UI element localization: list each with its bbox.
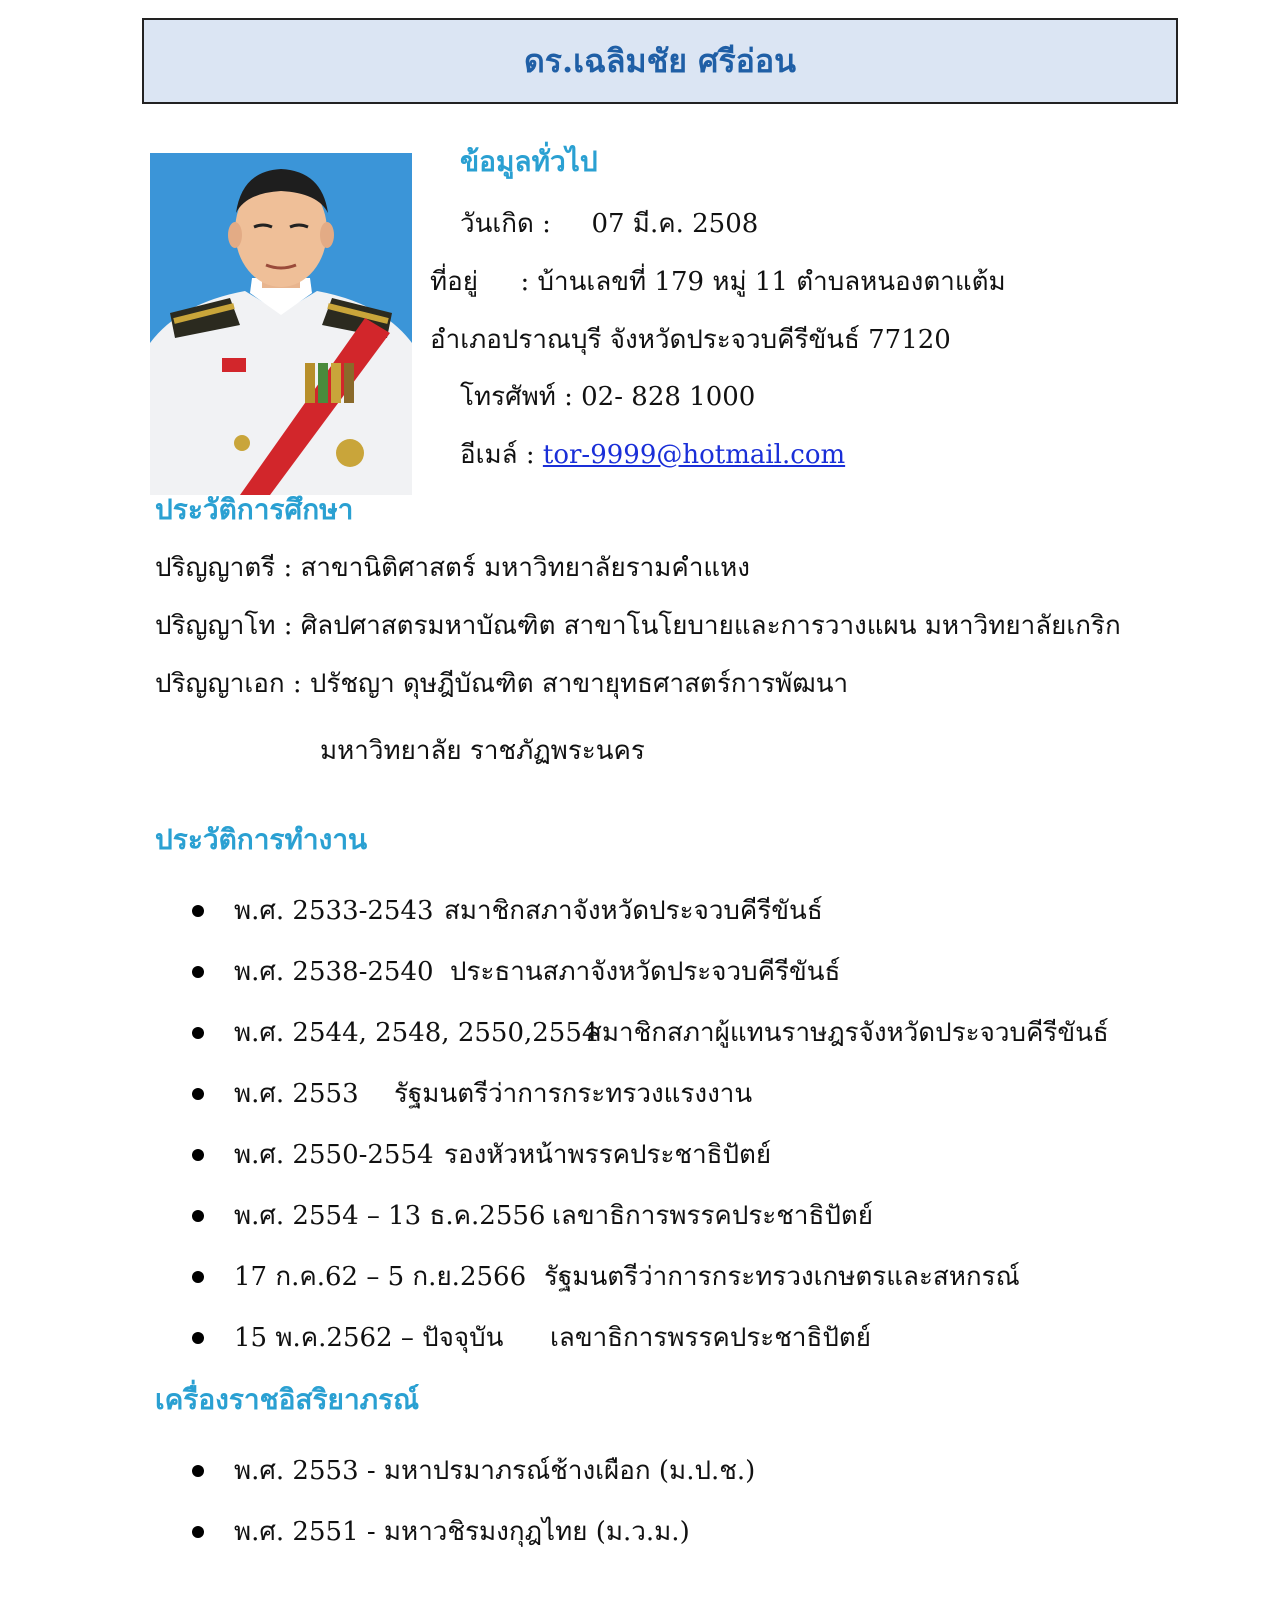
list-item [192,1185,1109,1246]
work-desc: ประธานสภาจังหวัดประจวบคีรีขันธ์ [450,957,841,987]
work-desc: รองหัวหน้าพรรคประชาธิปัตย์ [444,1140,772,1170]
education-heading: ประวัติการศึกษา [155,493,354,526]
list-item [192,1501,755,1562]
bullet-icon [192,1465,204,1477]
list-item [192,1440,755,1501]
portrait-illustration [150,153,412,495]
bullet-icon [192,1088,204,1100]
bullet-icon [192,1027,204,1039]
phone-line: โทรศัพท์ : 02- 828 1000 [460,382,756,412]
address-line-2: อำเภอปราณบุรี จังหวัดประจวบคีรีขันธ์ 77120 [430,325,951,355]
education-item: ปริญญาโท : ศิลปศาสตรมหาบัณฑิต สาขาโนโยบายและการวางแผน มหาวิทยาลัยเกริก [155,611,1121,641]
portrait-photo [150,153,412,495]
email-label: อีเมล์ : [460,440,535,470]
decorations-heading: เครื่องราชอิสริยาภรณ์ [155,1383,420,1416]
list-item [192,1246,1109,1307]
list-item [192,1307,1109,1368]
work-year: พ.ศ. 2554 – 13 ธ.ค.2556 [234,1201,546,1231]
list-item [192,941,1109,1002]
email-row [460,434,845,475]
education-item: ปริญญาตรี : สาขานิติศาสตร์ มหาวิทยาลัยรามคำแหง [155,553,751,583]
bullet-icon [192,966,204,978]
list-item [192,1063,1109,1124]
bullet-icon [192,1149,204,1161]
work-year: พ.ศ. 2550-2554 [234,1140,434,1170]
birth-label: วันเกิด : [460,209,551,239]
email-link[interactable]: tor-9999@hotmail.com [542,440,846,470]
education-item: ปริญญาเอก : ปรัชญา ดุษฎีบัณฑิต สาขายุทธศาสตร์การพัฒนา [155,669,849,699]
decorations-list [192,1440,755,1562]
work-desc: เลขาธิการพรรคประชาธิปัตย์ [552,1201,874,1231]
bullet-icon [192,1526,204,1538]
list-item [192,880,1109,941]
work-year: พ.ศ. 2544, 2548, 2550,2554 [234,1018,599,1048]
work-desc: สมาชิกสภาจังหวัดประจวบคีรีขันธ์ [444,896,823,926]
work-year: พ.ศ. 2538-2540 [234,957,434,987]
address-row-1 [430,261,1006,302]
work-desc: สมาชิกสภาผู้แทนราษฎรจังหวัดประจวบคีรีขันธ์ [586,1018,1109,1048]
address-line-1: : บ้านเลขที่ 179 หมู่ 11 ตำบลหนองตาแต้ม [520,267,1006,297]
decoration-item: พ.ศ. 2553 - มหาปรมาภรณ์ช้างเผือก (ม.ป.ช.) [234,1456,756,1486]
bullet-icon [192,1271,204,1283]
bullet-icon [192,905,204,917]
page-title: ดร.เฉลิมชัย ศรีอ่อน [524,41,796,80]
bullet-icon [192,1210,204,1222]
work-year: 15 พ.ค.2562 – ปัจจุบัน [234,1323,504,1353]
birth-value: 07 มี.ค. 2508 [591,209,759,239]
work-desc: เลขาธิการพรรคประชาธิปัตย์ [550,1323,872,1353]
list-item [192,1002,1109,1063]
decoration-item: พ.ศ. 2551 - มหาวชิรมงกุฎไทย (ม.ว.ม.) [234,1517,690,1547]
bullet-icon [192,1332,204,1344]
birth-row [460,203,758,244]
work-year: 17 ก.ค.62 – 5 ก.ย.2566 [234,1262,527,1292]
address-label: ที่อยู่ [430,267,478,297]
title-box [142,18,1178,104]
work-list [192,880,1109,1368]
work-desc: รัฐมนตรีว่าการกระทรวงเกษตรและสหกรณ์ [544,1262,1020,1292]
work-year: พ.ศ. 2533-2543 [234,896,434,926]
list-item [192,1124,1109,1185]
work-year: พ.ศ. 2553 [234,1079,359,1109]
education-item: มหาวิทยาลัย ราชภัฏพระนคร [320,736,645,766]
general-heading: ข้อมูลทั่วไป [460,145,598,178]
work-desc: รัฐมนตรีว่าการกระทรวงแรงงาน [394,1079,753,1109]
work-heading: ประวัติการทำงาน [155,823,368,856]
